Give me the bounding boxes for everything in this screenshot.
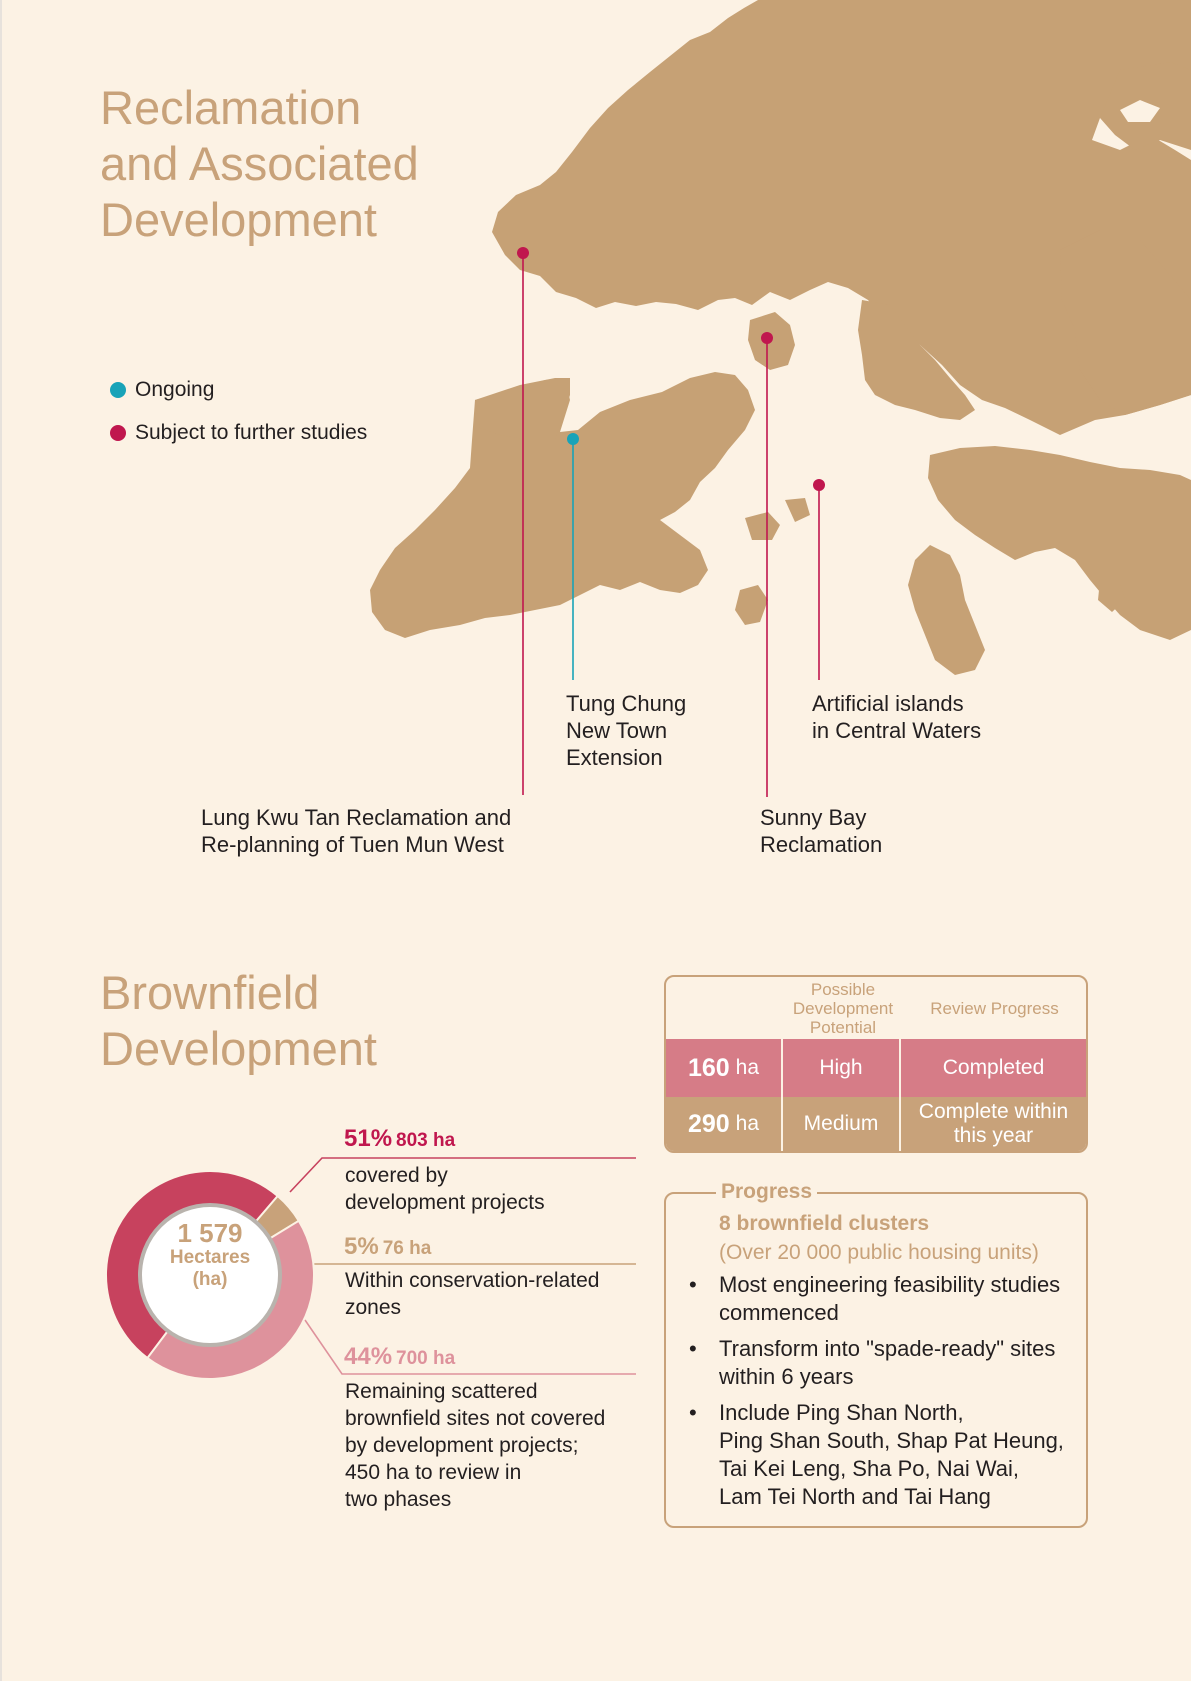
segment-desc-line: development projects [345,1191,545,1214]
bullet-line: Ping Shan South, Shap Pat Heung, [719,1428,1064,1453]
table-cell-potential: Medium [783,1097,901,1151]
brownfield-title-line: Brownfield [100,966,320,1019]
reclamation-title-line: and Associated [100,137,419,190]
donut-unit-line: (ha) [192,1269,228,1290]
bullet-line: Most engineering feasibility studies [719,1272,1061,1297]
segment-desc-line: 450 ha to review in [345,1461,522,1484]
table-cell-progress [901,1097,1086,1151]
callout-line: Reclamation [760,832,883,857]
area-value: 160 [687,1054,730,1082]
segment-desc-line: two phases [345,1488,452,1511]
callout-line: in Central Waters [812,718,982,743]
progress-line: this year [953,1124,1034,1147]
segment-desc-line: zones [345,1296,402,1319]
bullet-line: within 6 years [719,1364,854,1389]
table-header-potential [783,977,903,1039]
callout-line: Tung Chung [566,691,687,716]
conservation-segment-label [344,1233,431,1261]
progress-title: Progress [716,1180,817,1204]
table-cell-potential: High [783,1039,901,1097]
progress-subtitle: 8 brownfield clusters [719,1212,930,1235]
progress-subnote: (Over 20 000 public housing units) [719,1241,1039,1264]
table-row [666,1039,1086,1099]
remaining-segment-label [344,1343,455,1371]
segment-desc-line: Within conservation-related [345,1269,600,1292]
segment-desc-line: Remaining scattered [345,1380,538,1403]
callout-line: Extension [566,745,663,770]
brownfield-title-line: Development [100,1022,377,1075]
segment-desc-line: covered by [345,1164,448,1187]
callout-line: Re-planning of Tuen Mun West [201,832,504,857]
area-value: 290 [687,1110,730,1138]
covered-percent: 51% [344,1125,393,1152]
bullet-line: Lam Tei North and Tai Hang [719,1484,991,1509]
progress-box [664,1180,1088,1528]
area-unit: ha [735,1112,760,1135]
bullet-icon: • [689,1272,697,1297]
callout-line: New Town [566,718,668,743]
progress-line: Completed [942,1056,1045,1079]
progress-bullet [689,1335,1079,1391]
table-cell-area [666,1039,783,1097]
callout-line: Lung Kwu Tan Reclamation and [201,805,512,830]
progress-bullet [689,1271,1079,1327]
reclamation-title-line: Development [100,193,377,246]
segment-desc-line: by development projects; [345,1434,579,1457]
covered-hectares: 803 ha [396,1130,456,1151]
covered-segment-desc [345,1162,545,1216]
legend-ongoing-label: Ongoing [135,378,215,401]
progress-bullet [689,1399,1079,1511]
donut-total-value: 1 579 [177,1218,243,1248]
bullet-icon: • [689,1336,697,1361]
callout-line: Sunny Bay [760,805,867,830]
remaining-hectares: 700 ha [396,1348,456,1369]
covered-segment-label [344,1125,455,1153]
table-header-line: Potential [809,1017,877,1037]
callout-line: Artificial islands [812,691,964,716]
table-cell-area [666,1097,783,1151]
area-unit: ha [735,1056,760,1079]
reclamation-title-line: Reclamation [100,81,362,134]
bullet-line: Transform into "spade-ready" sites [719,1336,1056,1361]
table-header-line: Development [792,998,894,1018]
conservation-segment-desc [345,1267,599,1321]
conservation-hectares: 76 ha [382,1238,432,1259]
bullet-line: Include Ping Shan North, [719,1400,964,1425]
table-header-progress: Review Progress [930,998,1059,1018]
table-cell-progress [901,1039,1086,1097]
bullet-icon: • [689,1400,697,1425]
segment-desc-line: brownfield sites not covered [345,1407,606,1430]
progress-line: Complete within [918,1100,1069,1123]
bullet-line: Tai Kei Leng, Sha Po, Nai Wai, [719,1456,1020,1481]
donut-center-total [147,1219,273,1291]
bullet-line: commenced [719,1300,839,1325]
conservation-percent: 5% [344,1233,379,1260]
remaining-percent: 44% [344,1343,393,1370]
table-row [666,1097,1086,1151]
legend-further-studies-label: Subject to further studies [135,421,368,444]
table-header-line: Possible [810,979,876,999]
remaining-segment-desc [345,1378,605,1513]
donut-unit-line: Hectares [169,1247,251,1268]
brownfield-review-table [664,975,1088,1153]
